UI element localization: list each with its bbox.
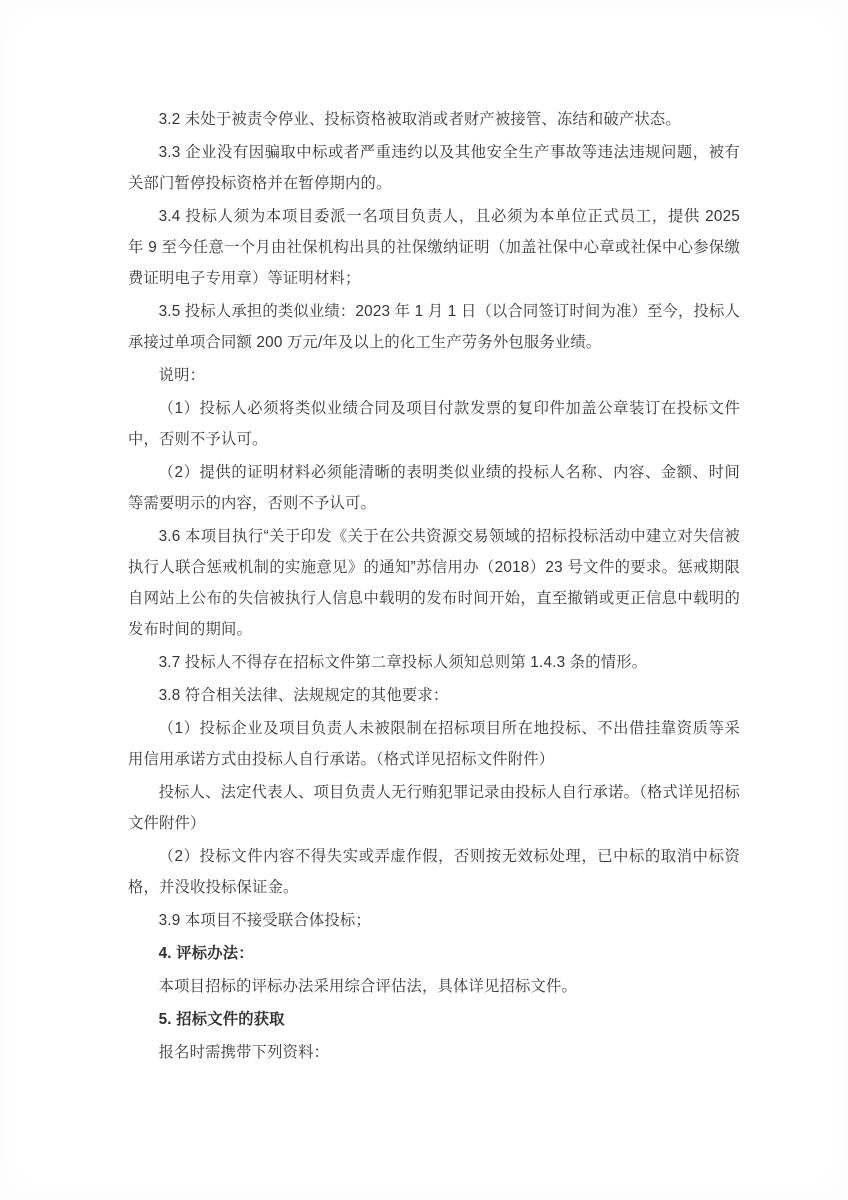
clause-3-8-item-1: （1）投标企业及项目负责人未被限制在招标项目所在地投标、不出借挂靠资质等采用信用承诺方式由投标人自行承诺。（格式详见招标文件附件）: [128, 720, 740, 768]
clause-3-3: 3.3 企业没有因骗取中标或者严重违约以及其他安全生产事故等违法违规问题，被有关部门暂停投标资格并在暂停期内的。: [128, 144, 740, 192]
clause-3-4: 3.4 投标人须为本项目委派一名项目负责人，且必须为本单位正式员工，提供 2025 年 9 至今任意一个月由社保机构出具的社保缴纳证明（加盖社保中心章或社保中心参保缴费证明电子专用章）等证明材料；: [128, 208, 740, 287]
clause-3-2: 3.2 未处于被责令停业、投标资格被取消或者财产被接管、冻结和破产状态。: [158, 111, 681, 128]
clause-3-5: 3.5 投标人承担的类似业绩：2023 年 1 月 1 日（以合同签订时间为准）至今，投标人承接过单项合同额 200 万元/年及以上的化工生产劳务外包服务业绩。: [128, 303, 740, 351]
clause-3-8-item-2: （2）投标文件内容不得失实或弄虚作假，否则按无效标处理，已中标的取消中标资格，并没收投标保证金。: [128, 848, 740, 896]
evaluation-method-text: 本项目招标的评标办法采用综合评估法，具体详见招标文件。: [158, 978, 578, 995]
clause-3-8: 3.8 符合相关法律、法规规定的其他要求：: [158, 687, 449, 704]
section-heading-document-acquisition: 5. 招标文件的获取: [158, 1011, 285, 1028]
clause-3-7: 3.7 投标人不得存在招标文件第二章投标人须知总则第 1.4.3 条的情形。: [158, 654, 648, 671]
section-heading-evaluation-method: 4. 评标办法：: [158, 945, 254, 962]
clause-3-9: 3.9 本项目不接受联合体投标；: [158, 912, 371, 929]
note-label: 说明：: [158, 367, 206, 384]
note-item-1: （1）投标人必须将类似业绩合同及项目付款发票的复印件加盖公章装订在投标文件中，否则不予认可。: [128, 400, 740, 448]
clause-3-6: 3.6 本项目执行“关于印发《关于在公共资源交易领域的招标投标活动中建立对失信被执行人联合惩戒机制的实施意见》的通知”苏信用办（2018）23 号文件的要求。惩戒期限自网站上公布的失信被执行人信息中载明的发布时间开始，直至撤销或更正信息中载明的发布时间的期间。: [128, 528, 740, 638]
registration-materials-intro: 报名时需携带下列资料：: [158, 1044, 330, 1061]
note-item-2: （2）提供的证明材料必须能清晰的表明类似业绩的投标人名称、内容、金额、时间等需要明示的内容，否则不予认可。: [128, 464, 740, 512]
clause-3-8-commitment: 投标人、法定代表人、项目负责人无行贿犯罪记录由投标人自行承诺。（格式详见招标文件附件）: [128, 784, 740, 832]
